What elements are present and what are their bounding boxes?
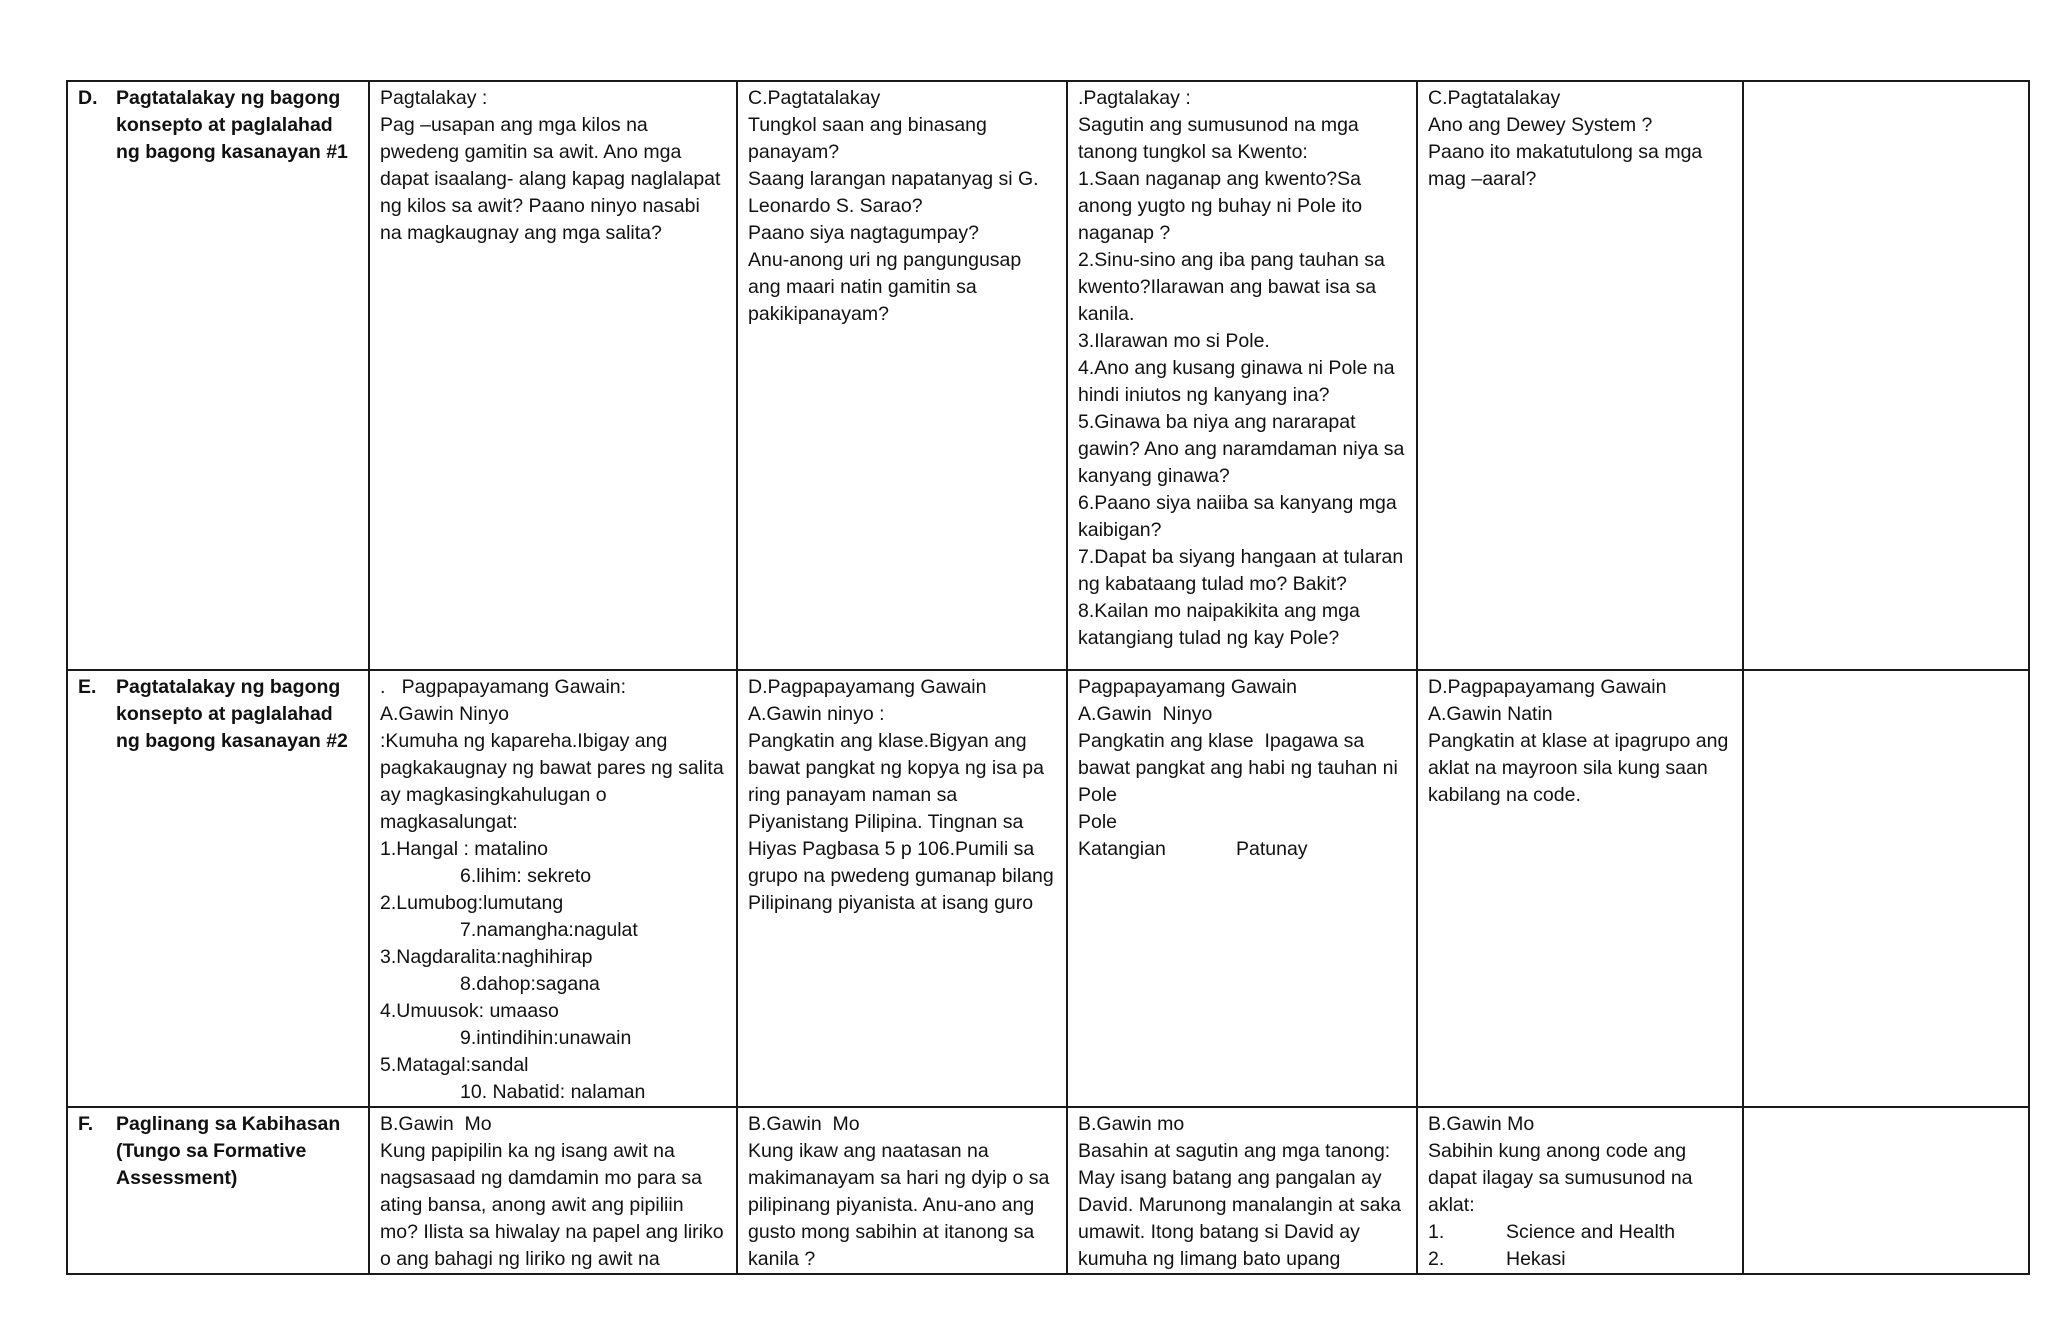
row-label-f <box>67 1107 369 1274</box>
question-item: 5.Ginawa ba niya ang nararapat gawin? Ano ang naramdaman niya sa kanyang ginawa? <box>1078 411 1410 487</box>
question-item: 8.Kailan mo naipakikita ang mga katangiang tulad ng kay Pole? <box>1078 600 1366 649</box>
text-line: B.Gawin Mo <box>748 1113 860 1135</box>
table-row-f <box>67 1107 2029 1274</box>
text-line: Pole <box>1078 811 1118 833</box>
word-pair: 9.intindihin:unawain <box>460 1027 632 1049</box>
word-pair: 4.Umuusok: umaaso <box>380 1000 559 1022</box>
row-label-e <box>67 670 369 1107</box>
question-item: 7.Dapat ba siyang hangaan at tularan ng kabataang tulad mo? Bakit? <box>1078 546 1409 595</box>
text-line: Pag –usapan ang mga kilos na pwedeng gamitin sa awit. Ano mga dapat isaalang- alang kapag naglalapat ng kilos sa awit? Paano ninyo nasabi na magkaugnay ang mga salita? <box>380 114 726 244</box>
row-letter-d: D. <box>78 87 98 109</box>
trait-header-left: Katangian <box>1078 838 1166 860</box>
list-item <box>1428 1246 1732 1273</box>
question-item: 4.Ano ang kusang ginawa ni Pole na hindi iniutos ng kanyang ina? <box>1078 357 1400 406</box>
text-line: Sagutin ang sumusunod na mga tanong tungkol sa Kwento: <box>1078 114 1365 163</box>
row-title-e: Pagtatalakay ng bagong konsepto at paglalahad ng bagong kasanayan #2 <box>116 676 348 752</box>
word-pair: 8.dahop:sagana <box>460 973 600 995</box>
text-line: B.Gawin Mo <box>380 1113 492 1135</box>
text-line: C.Pagtatalakay <box>1428 87 1561 109</box>
text-line: A.Gawin Ninyo <box>1078 703 1213 725</box>
text-line: A.Gawin ninyo : <box>748 703 885 725</box>
word-pair: 2.Lumubog:lumutang <box>380 892 564 914</box>
question-item: 6.Paano siya naiiba sa kanyang mga kaibigan? <box>1078 492 1403 541</box>
text-line: D.Pagpapayamang Gawain <box>748 676 987 698</box>
question-item: 2.Sinu-sino ang iba pang tauhan sa kwento?Ilarawan ang bawat isa sa kanila. <box>1078 249 1391 325</box>
text-line: Kung ikaw ang naatasan na makimanayam sa hari ng dyip o sa pilipinang piyanista. Anu-ano ang gusto mong sabihin at itanong sa kanila ? <box>748 1140 1055 1270</box>
lesson-plan-table <box>66 80 2030 1275</box>
word-pair: 1.Hangal : matalino <box>380 838 549 860</box>
table-row-e <box>67 670 2029 1107</box>
text-line: C.Pagtatalakay <box>748 87 881 109</box>
text-line: B.Gawin mo <box>1078 1113 1185 1135</box>
list-item-text: Hekasi <box>1506 1248 1566 1270</box>
question-item: 3.Ilarawan mo si Pole. <box>1078 330 1270 352</box>
word-pair: 5.Matagal:sandal <box>380 1054 529 1076</box>
text-line: Pangkatin ang klase Ipagawa sa bawat pangkat ang habi ng tauhan ni Pole <box>1078 730 1404 806</box>
cell-d-col2 <box>737 81 1067 670</box>
word-pair: 10. Nabatid: nalaman <box>460 1081 646 1103</box>
cell-f-col2 <box>737 1107 1067 1274</box>
cell-d-col1 <box>369 81 737 670</box>
list-item-text: Science and Health <box>1506 1221 1676 1243</box>
question-item: 1.Saan naganap ang kwento?Sa anong yugto ng buhay ni Pole ito naganap ? <box>1078 168 1368 244</box>
cell-e-col1 <box>369 670 737 1107</box>
word-pair: 3.Nagdaralita:naghihirap <box>380 946 593 968</box>
cell-d-col4 <box>1417 81 1743 670</box>
text-line: B.Gawin Mo <box>1428 1113 1535 1135</box>
text-line: Pagtalakay : <box>380 87 488 109</box>
text-line: Saang larangan napatanyag si G. Leonardo S. Sarao? <box>748 168 1044 217</box>
text-line: Paano ito makatutulong sa mga mag –aaral? <box>1428 141 1708 190</box>
text-line: Kung papipilin ka ng isang awit na nagsasaad ng damdamin mo para sa ating bansa, anong awit ang pipiliin mo? Ilista sa hiwalay na papel ang liriko o ang bahagi ng liriko ng awit na <box>380 1140 730 1270</box>
cell-e-col5 <box>1743 670 2029 1107</box>
text-line: Anu-anong uri ng pangungusap ang maari natin gamitin sa pakikipanayam? <box>748 249 1027 325</box>
text-line: Sabihin kung anong code ang dapat ilagay sa sumusunod na aklat: <box>1428 1140 1698 1216</box>
cell-d-col3 <box>1067 81 1417 670</box>
row-letter-f: F. <box>78 1113 94 1135</box>
list-item-number: 1. <box>1428 1221 1445 1243</box>
text-line: :Kumuha ng kapareha.Ibigay ang pagkakaugnay ng bawat pares ng salita ay magkasingkahulugan o magkasalungat: <box>380 730 730 833</box>
table-row-d <box>67 81 2029 670</box>
cell-e-col3 <box>1067 670 1417 1107</box>
cell-f-col3 <box>1067 1107 1417 1274</box>
cell-f-col4 <box>1417 1107 1743 1274</box>
text-line: Ano ang Dewey System ? <box>1428 114 1653 136</box>
text-line: Paano siya nagtagumpay? <box>748 222 979 244</box>
row-letter-e: E. <box>78 676 97 698</box>
list-item <box>1428 1219 1732 1246</box>
cell-f-col1 <box>369 1107 737 1274</box>
text-line: A.Gawin Ninyo <box>380 703 509 725</box>
text-line: Pangkatin at klase at ipagrupo ang aklat na mayroon sila kung saan kabilang na code. <box>1428 730 1734 806</box>
cell-d-col5 <box>1743 81 2029 670</box>
word-pair: 6.lihim: sekreto <box>460 865 592 887</box>
word-pair: 7.namangha:nagulat <box>460 919 638 941</box>
text-line: Pagpapayamang Gawain <box>1078 676 1297 698</box>
text-line: .Pagtalakay : <box>1078 87 1191 109</box>
cell-f-col5 <box>1743 1107 2029 1274</box>
trait-header-row <box>1078 836 1406 863</box>
text-line: Basahin at sagutin ang mga tanong: May isang batang ang pangalan ay David. Marunong manalangin at saka umawit. Itong batang si David ay kumuha ng limang bato upang <box>1078 1140 1407 1270</box>
row-title-f: Paglinang sa Kabihasan (Tungo sa Formative Assessment) <box>116 1113 341 1189</box>
row-title-d: Pagtatalakay ng bagong konsepto at paglalahad ng bagong kasanayan #1 <box>116 87 348 163</box>
list-item-number: 2. <box>1428 1248 1445 1270</box>
text-line: D.Pagpapayamang Gawain <box>1428 676 1667 698</box>
text-line: Tungkol saan ang binasang panayam? <box>748 114 993 163</box>
text-line: A.Gawin Natin <box>1428 703 1553 725</box>
cell-e-col2 <box>737 670 1067 1107</box>
text-line: Pangkatin ang klase.Bigyan ang bawat pangkat ng kopya ng isa pa ring panayam naman sa Piyanistang Pilipina. Tingnan sa Hiyas Pagbasa 5 p 106.Pumili sa grupo na pwedeng gumanap bilang Pilipinang piyanista at isang guro <box>748 730 1060 914</box>
cell-e-col4 <box>1417 670 1743 1107</box>
trait-header-right: Patunay <box>1236 838 1308 860</box>
text-line: . Pagpapayamang Gawain: <box>380 676 627 698</box>
row-label-d <box>67 81 369 670</box>
